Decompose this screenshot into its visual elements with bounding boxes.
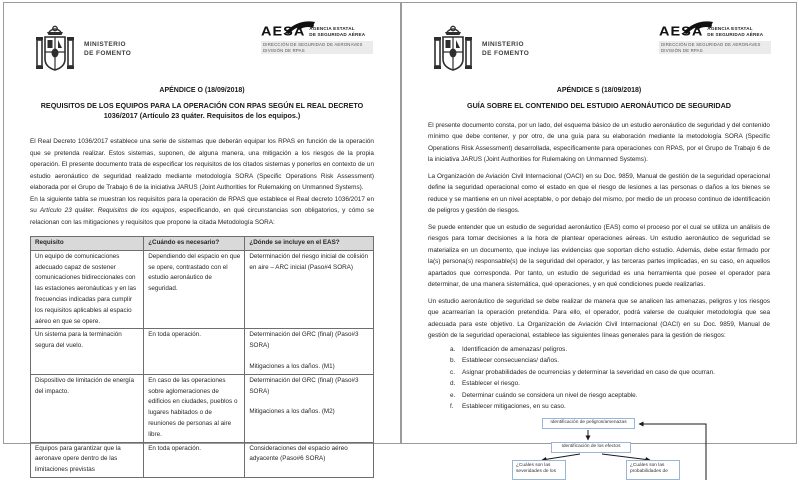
table-row bbox=[31, 442, 374, 477]
table-row bbox=[31, 250, 374, 329]
risk-flow-diagram bbox=[428, 416, 770, 480]
aesa-wordmark: AESA bbox=[261, 24, 306, 40]
aesa-name-line2: DE SEGURIDAD AÉREA bbox=[309, 31, 366, 37]
page-title: GUÍA SOBRE EL CONTENIDO DEL ESTUDIO AERONÁUTICO DE SEGURIDAD bbox=[467, 101, 731, 110]
paragraph-text: En la siguiente tabla se muestran los requisitos para la operación de RPAS que establece el Real decreto 1036/2017 en su bbox=[30, 195, 374, 214]
ministry-line1: MINISTERIO bbox=[482, 41, 524, 48]
list-item-text: Establecer consecuencias/ daños. bbox=[462, 357, 559, 364]
aesa-direccion: DIRECCIÓN DE SEGURIDAD DE AERONAVES bbox=[661, 42, 761, 47]
list-item bbox=[450, 355, 770, 367]
aesa-wordmark: AESA bbox=[659, 24, 704, 40]
aesa-name-line1: AGENCIA ESTATAL bbox=[309, 26, 355, 32]
table-cell bbox=[245, 374, 374, 442]
aesa-logo bbox=[261, 26, 377, 54]
ministry-line2: DE FOMENTO bbox=[84, 49, 132, 57]
table-row bbox=[31, 329, 374, 374]
paragraph-text: , especificando, en qué circunstancias son obligatorios, y cómo se relacionan con las mitigaciones y requisitos que propone la citada Metodología SORA: bbox=[30, 207, 374, 226]
column-header: ¿Dónde se incluye en el EAS? bbox=[245, 237, 374, 251]
ministry-name bbox=[482, 41, 529, 58]
diagram-box-effects-identification: Identificación de los efectos bbox=[551, 442, 631, 453]
table-cell-text: Determinación del GRC (final) (Paso#3 SORA) bbox=[249, 376, 359, 395]
table-cell: Un sistema para la terminación segura del vuelo. bbox=[31, 329, 144, 374]
list-marker: b. bbox=[450, 357, 456, 364]
ministry-line1: MINISTERIO bbox=[84, 41, 126, 48]
table-cell bbox=[245, 442, 374, 477]
aesa-division-rpas: DIVISIÓN DE RPAS bbox=[263, 47, 305, 53]
appendix-heading: APÉNDICE O (18/09/2018) bbox=[159, 87, 245, 94]
list-item bbox=[450, 378, 770, 390]
aesa-name-line2: DE SEGURIDAD AÉREA bbox=[707, 31, 764, 37]
aesa-division bbox=[261, 41, 373, 54]
list-marker: f. bbox=[450, 403, 454, 410]
table-cell: Equipos para garantizar que la aeronave opere dentro de las limitaciones previstas bbox=[31, 442, 144, 477]
column-header: ¿Cuándo es necesario? bbox=[144, 237, 245, 251]
paragraph: La Organización de Aviación Civil Internacional (OACI) en su Doc. 9859, Manual de gestión de la seguridad operacional define la seguridad operacional como el estado en que el riesgo de lesiones a las personas o daños a los bienes se reduce y se mantiene en un nivel aceptable, o por debajo del mismo, por medio de un proceso continuo de identificación de peligros y gestión de riesgos. bbox=[428, 172, 770, 214]
list-marker: e. bbox=[450, 391, 456, 399]
list-marker: d. bbox=[450, 380, 456, 387]
list-item bbox=[450, 344, 770, 356]
risk-management-list bbox=[450, 344, 770, 413]
table-cell-text: Mitigaciones a los daños. (M2) bbox=[249, 408, 335, 416]
list-item bbox=[450, 390, 770, 402]
list-item-text: Establecer mitigaciones, en su caso. bbox=[462, 403, 566, 410]
diagram-box-hazard-identification: Identificación de peligros/amenazas bbox=[542, 418, 635, 429]
aesa-direccion: DIRECCIÓN DE SEGURIDAD DE AERONAVES bbox=[263, 42, 363, 47]
table-cell: En toda operación. bbox=[144, 329, 245, 374]
table-cell bbox=[245, 250, 374, 329]
diagram-box-probabilities: ¿Cuáles son las probabilidades de bbox=[626, 460, 680, 480]
right-page-content bbox=[428, 87, 770, 480]
list-marker: a. bbox=[450, 345, 456, 353]
table-cell-text: Consideraciones del espacio aéreo adyacente (Paso#6 SORA) bbox=[249, 444, 348, 463]
spain-coat-of-arms-icon bbox=[34, 24, 76, 83]
table-cell: Dependiendo del espacio en que se opere, contrastado con el estudio aeronáutico de seguridad. bbox=[144, 250, 245, 329]
ministry-name bbox=[84, 41, 131, 58]
table-header-row bbox=[31, 237, 374, 251]
table-cell bbox=[245, 329, 374, 374]
aesa-logo bbox=[659, 26, 775, 54]
appendix-heading: APÉNDICE S (18/09/2018) bbox=[556, 87, 642, 94]
table-cell: Un equipo de comunicaciones adecuado capaz de sostener comunicaciones bidireccionales con las estaciones aeronáuticas y en las frecuencias indicadas para cumplir los requisitos aplicables al espacio aéreo en que se opere. bbox=[31, 250, 144, 329]
document-page-left bbox=[3, 2, 401, 474]
requirements-table bbox=[30, 236, 374, 478]
table-cell: En caso de las operaciones sobre aglomeraciones de edificios en ciudades, pueblos o lugares habitados o de reuniones de personas al aire libre. bbox=[144, 374, 245, 442]
list-item bbox=[450, 401, 770, 413]
table-cell: Dispositivo de limitación de energía del impacto. bbox=[31, 374, 144, 442]
list-item-text: Determinar cuándo se considera un nivel de riesgo aceptable. bbox=[462, 391, 638, 399]
aesa-agency-name bbox=[707, 26, 763, 37]
diagram-box-severities: ¿Cuáles son las severidades de los bbox=[512, 460, 566, 480]
table-cell: En toda operación. bbox=[144, 442, 245, 477]
list-marker: c. bbox=[450, 368, 455, 376]
paragraph: Un estudio aeronáutico de seguridad se debe realizar de manera que se analicen las amenazas, peligros y los riesgos que acarrearían la operación pretendida. Para ello, el operador, podrá valerse de cualquier metodología que sea adecuada para este objetivo. La Organización de Aviación Civil Internacional (OACI) en su Doc. 9859, Manual de gestión de la seguridad operacional, establece las siguientes líneas generales para la gestión de riesgos: bbox=[428, 297, 770, 339]
table-row bbox=[31, 374, 374, 442]
left-page-content bbox=[30, 87, 374, 478]
list-item-text: Asignar probabilidades de ocurrencias y determinar la severidad en caso de que ocurran. bbox=[462, 368, 715, 376]
aesa-name-line1: AGENCIA ESTATAL bbox=[707, 26, 753, 32]
list-item-text: Identificación de amenazas/ peligros. bbox=[462, 345, 568, 353]
column-header: Requisito bbox=[31, 237, 144, 251]
document-page-right bbox=[401, 2, 797, 474]
paragraph bbox=[30, 194, 374, 229]
paragraph: El Real Decreto 1036/2017 establece una serie de sistemas que deberán equipar los RPAS en función de la operación que se pretenda realizar. Estos sistemas, suponen, de alguna manera, una mitigación a los riesgos de la propia operación. El presente documento trata de especificar los requisitos de los citados sistemas y ponerlos en contexto de un estudio aeronáutico de seguridad realizado mediante metodología SORA (Specific Operations Risk Assessment) elaborada por el Grupo de Trabajo 6 de la iniciativa JARUS (Joint Authorities for Rulemaking on Unmanned Systems). bbox=[30, 138, 374, 191]
page-title: REQUISITOS DE LOS EQUIPOS PARA LA OPERACIÓN CON RPAS SEGÚN EL REAL DECRETO 1036/2017 (Artículo 23 quáter. Requisitos de los equipos.) bbox=[40, 101, 364, 120]
aesa-division bbox=[659, 41, 771, 54]
list-item bbox=[450, 367, 770, 379]
paragraph: Se puede entender que un estudio de seguridad aeronáutico (EAS) como el proceso por el cual se utiliza un análisis de riesgos para tomar decisiones a la hora de plantear operaciones aéreas. Un estudio aeronáutico de seguridad se materializa en un documento, que incluye las evidencias que soportan dicho estudio. Además, debe estar firmado por la(s) persona(s) responsable(s) de la seguridad del operador, y las terceras partes implicadas, en su caso, en aquellos apartados que corresponda. Por tanto, un estudio de seguridad es una herramienta que posee el operador para determinar, de una manera sistemática, qué operaciones, y en qué condiciones puede realizarlas. bbox=[428, 223, 770, 288]
aesa-agency-name bbox=[309, 26, 365, 37]
table-cell-text: Mitigaciones a los daños. (M1) bbox=[249, 362, 335, 370]
list-item-text: Establecer el riesgo. bbox=[462, 380, 520, 387]
aesa-division-rpas: DIVISIÓN DE RPAS bbox=[661, 47, 703, 53]
table-cell-text: Determinación del GRC (final) (Paso#3 SORA) bbox=[249, 331, 359, 350]
paragraph: El presente documento consta, por un lado, del esquema básico de un estudio aeronáutico de seguridad y del contenido mínimo que debe contener, y por otro, de una guía para su elaboración mediante la metodología SORA (Specific Operations Risk Assessment) desarrollada, específicamente para operaciones con RPAS, por el Grupo de Trabajo 6 de la iniciativa JARUS (Joint Authorities for Rulemaking on Unmanned Systems). bbox=[428, 121, 770, 163]
paragraph-italic-text: Artículo 23 quáter. Requisitos de los equipos bbox=[39, 207, 175, 214]
spain-coat-of-arms-icon bbox=[432, 24, 474, 83]
ministry-line2: DE FOMENTO bbox=[482, 49, 530, 57]
table-cell-text: Determinación del riesgo inicial de colisión en aire – ARC inicial (Paso#4 SORA) bbox=[249, 252, 369, 271]
